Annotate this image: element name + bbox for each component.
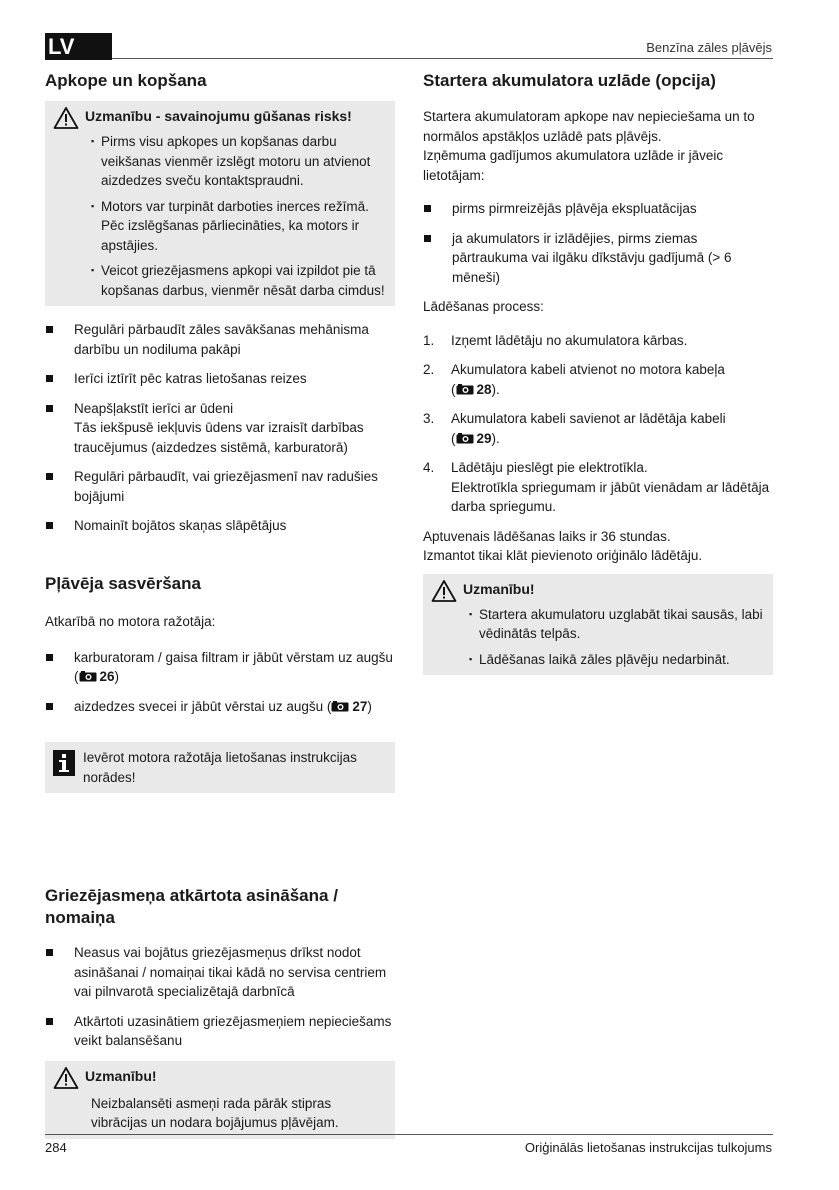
maintenance-item: Nomainīt bojātos skaņas slāpētājus — [45, 516, 395, 536]
maintenance-item: Regulāri pārbaudīt zāles savākšanas mehānisma darbību un nodiluma pakāpi — [45, 320, 395, 359]
charging-para: Startera akumulatoram apkope nav nepieciešama un to normālos apstākļos uzlādē pats pļāvējs. — [423, 109, 755, 144]
charging-duration: Aptuvenais lādēšanas laiks ir 36 stundas. — [423, 528, 671, 544]
maintenance-item-text: Neapšļakstīt ierīci ar ūdeni — [74, 400, 234, 416]
step-text: Akumulatora kabeli atvienot no motora kabeļa — [451, 362, 725, 377]
sharpen-warning-box — [45, 1061, 395, 1139]
warning-item: ▪ Lādēšanas laikā zāles pļāvēju nedarbināt. — [469, 650, 763, 670]
charging-para: Izņēmuma gadījumos akumulatora uzlāde ir jāveic lietotājam: — [423, 148, 724, 183]
tilt-item-text: karburatoram / gaisa filtram ir jābūt vērstam uz augšu ( — [74, 649, 393, 684]
sharpen-title: Griezējasmeņa atkārtota asināšana / nomaiņa — [45, 886, 338, 927]
warning-item: ▪ Startera akumulatoru uzglabāt tikai sausās, labi vēdinātās telpās. — [469, 605, 763, 644]
process-label: Lādēšanas process: — [423, 299, 544, 314]
header-title: Benzīna zāles pļāvējs — [646, 40, 772, 55]
step-number: 3. — [423, 411, 435, 426]
warning-triangle-icon — [431, 579, 457, 603]
sharpen-section — [45, 885, 395, 1139]
step-text: Akumulatora kabeli savienot ar lādētāja kabeli — [451, 411, 726, 426]
step-text: Lādētāju pieslēgt pie elektrotīkla. — [451, 460, 648, 475]
warning-text: Neizbalansēti asmeņi rada pārāk stipras vibrācijas un nodara bojājumus pļāvējam. — [91, 1095, 339, 1130]
warning-title: Uzmanību - savainojumu gūšanas risks! — [85, 108, 352, 124]
charging-title: Startera akumulatora uzlāde (opcija) — [423, 71, 716, 90]
language-badge: LV — [45, 33, 112, 60]
maintenance-item — [45, 399, 395, 458]
warning-title: Uzmanību! — [85, 1067, 157, 1084]
step-note: Elektrotīkla spriegumam ir jābūt vienādam ar lādētāja darba spriegumu. — [451, 479, 770, 514]
charging-original: Izmantot tikai klāt pievienoto oriģinālo lādētāju. — [423, 548, 703, 563]
warning-item: ▪ Pirms visu apkopes un kopšanas darbu veikšanas vienmēr izslēgt motoru un atvienot aizdedzes sveču kontaktspraudni. — [91, 132, 385, 191]
figure-ref: 29 — [456, 431, 492, 446]
charging-case: ja akumulators ir izlādējies, pirms ziemas pārtraukuma vai ilgāku dīkstāvju gadījumā (> 6 mēneši) — [423, 229, 773, 288]
maintenance-item: Regulāri pārbaudīt, vai griezējasmenī nav radušies bojājumi — [45, 467, 395, 506]
footer-title: Oriģinālās lietošanas instrukcijas tulkojums — [524, 1140, 772, 1155]
maintenance-item-note: Tās iekšpusē iekļuvis ūdens var izraisīt darbības traucējumus (aizdedzes sistēmā, karburatorā) — [74, 420, 364, 455]
process-step: 3. Akumulatora kabeli savienot ar lādētāja kabeli ( 29). — [423, 411, 726, 446]
maintenance-item: Ierīci iztīrīt pēc katras lietošanas reizes — [45, 369, 395, 389]
charging-warning-box — [423, 574, 773, 676]
header-rule — [112, 58, 773, 59]
camera-icon — [456, 433, 474, 444]
page-number: 284 — [45, 1140, 67, 1155]
sharpen-item: Neasus vai bojātus griezējasmeņus drīkst nodot asināšanai / nomaiņai tikai kādā no servisa centriem vai pilnvarotā specializētajā darbnīcā — [45, 943, 395, 1002]
figure-ref: 26 — [79, 669, 115, 684]
charging-section — [423, 70, 773, 675]
camera-icon — [331, 701, 349, 712]
info-icon — [53, 750, 75, 776]
info-text: Ievērot motora ražotāja lietošanas instrukcijas norādes! — [83, 750, 357, 785]
footer-rule — [45, 1134, 773, 1135]
warning-triangle-icon — [53, 1066, 79, 1090]
process-step — [423, 458, 773, 517]
camera-icon — [456, 384, 474, 395]
step-text: Izņemt lādētāju no akumulatora kārbas. — [451, 332, 688, 348]
process-step: 2. Akumulatora kabeli atvienot no motora kabeļa ( 28). — [423, 362, 725, 397]
camera-icon — [79, 671, 97, 682]
maintenance-warning-box — [45, 101, 395, 306]
figure-ref: 28 — [456, 382, 492, 397]
tilt-info-box — [45, 742, 395, 793]
step-number: 2. — [423, 362, 435, 377]
tilt-section — [45, 573, 395, 793]
tilt-item-text: aizdedzes svecei ir jābūt vērstai uz augšu ( — [74, 698, 332, 714]
step-number: 4. — [423, 460, 435, 475]
warning-triangle-icon — [53, 106, 79, 130]
maintenance-title: Apkope un kopšana — [45, 71, 207, 90]
tilt-title: Pļāvēja sasvēršana — [45, 574, 201, 593]
process-step — [423, 331, 773, 351]
warning-item: ▪ Motors var turpināt darboties inerces režīmā. Pēc izslēgšanas pārliecināties, ka motors ir apstājies. — [91, 197, 385, 256]
charging-case: pirms pirmreizējās pļāvēja ekspluatācijas — [423, 199, 773, 219]
warning-item: ▪ Veicot griezējasmens apkopi vai izpildot pie tā kopšanas darbus, vienmēr nēsāt darba cimdus! — [91, 261, 385, 300]
warning-title: Uzmanību! — [463, 580, 535, 597]
maintenance-section — [45, 70, 395, 546]
tilt-intro: Atkarībā no motora ražotāja: — [45, 614, 216, 629]
figure-ref: 27 — [331, 699, 367, 714]
tilt-item: karburatoram / gaisa filtram ir jābūt vērstam uz augšu ( 26) — [45, 648, 395, 687]
step-number: 1. — [423, 332, 435, 348]
sharpen-item: Atkārtoti uzasinātiem griezējasmeņiem nepieciešams veikt balansēšanu — [45, 1012, 395, 1051]
tilt-item: aizdedzes svecei ir jābūt vērstai uz augšu ( 27) — [45, 697, 395, 717]
